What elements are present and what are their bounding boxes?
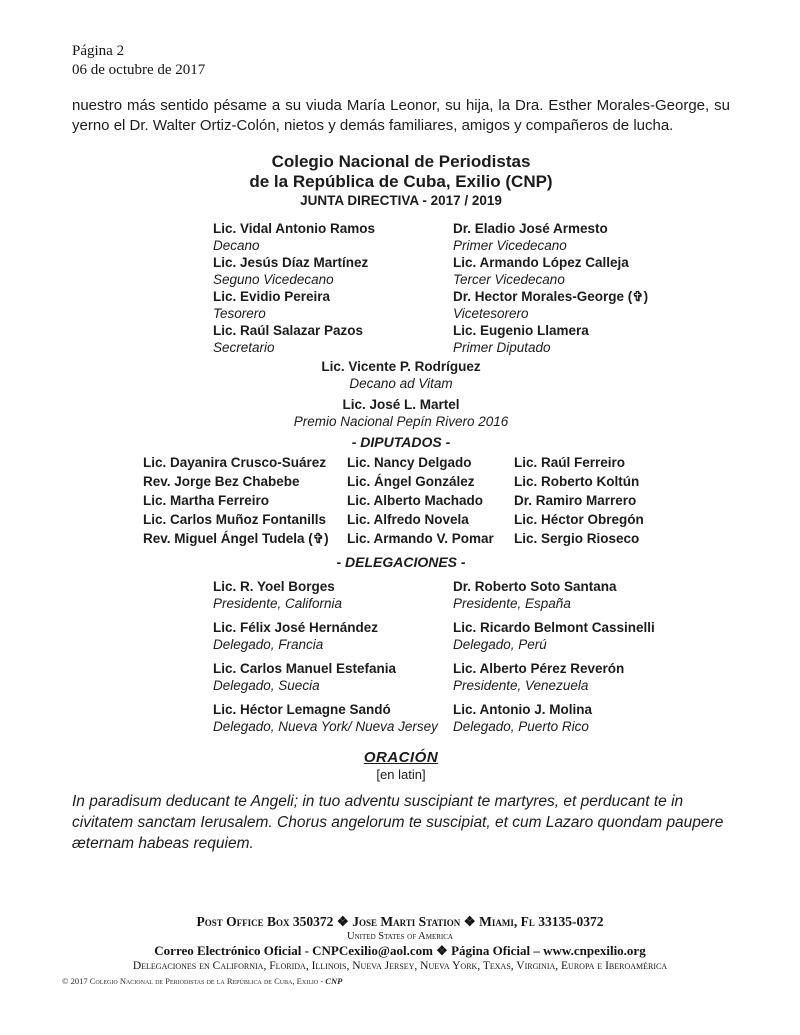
member-name: Dr. Eladio José Armesto [453, 221, 608, 236]
member-role: Delegado, Puerto Rico [453, 719, 589, 734]
member-name: Lic. Martha Ferreiro [143, 493, 270, 508]
page-header [72, 42, 730, 80]
member-name: Lic. Ricardo Belmont Cassinelli [453, 620, 655, 635]
org-title-block [72, 152, 730, 210]
member-name: Lic. Armando V. Pomar [347, 531, 494, 546]
page-footer [0, 914, 800, 974]
member-role: Primer Vicedecano [453, 238, 567, 253]
oracion-subheading: [en latin] [376, 767, 426, 782]
board-entry [213, 288, 453, 322]
copyright-text: © 2017 Colegio Nacional de Periodistas de la República de Cuba, Exilio - [62, 976, 326, 986]
member-name: Lic. Roberto Koltún [514, 474, 640, 489]
board-entry [453, 322, 730, 356]
diputados-list [143, 453, 730, 548]
member-name: Lic. Dayanira Crusco-Suárez [143, 455, 327, 470]
member-name: Lic. Eugenio Llamera [453, 323, 589, 338]
member-name: Lic. Jesús Díaz Martínez [213, 255, 369, 270]
junta-directiva-heading: JUNTA DIRECTIVA - 2017 / 2019 [300, 193, 502, 208]
delegation-entry [213, 660, 453, 694]
member-name: Lic. Evidio Pereira [213, 289, 331, 304]
member-role: Tesorero [213, 306, 266, 321]
diputados-row [143, 491, 730, 510]
diputados-row [143, 510, 730, 529]
member-name: Lic. Nancy Delgado [347, 455, 472, 470]
board-entry [453, 220, 730, 254]
member-name: Lic. José L. Martel [342, 397, 460, 412]
member-role: Decano ad Vitam [349, 376, 453, 391]
latin-prayer-text: In paradisum deducant te Angeli; in tuo adventu suscipiant te martyres, et perducant te in civitatem sanctam Ierusalem. Chorus angelorum te suscipiat, et cum Lazaro quondam paupere æternam habeas requiem. [72, 793, 724, 852]
member-role: Tercer Vicedecano [453, 272, 565, 287]
board-entry [213, 322, 453, 356]
board-entry [213, 254, 453, 288]
member-role: Decano [213, 238, 260, 253]
oracion-heading: ORACIÓN [363, 749, 439, 766]
delegation-entry [453, 578, 730, 612]
diputados-row [143, 453, 730, 472]
board-entry [453, 254, 730, 288]
member-role: Delegado, Nueva York/ Nueva Jersey [213, 719, 438, 734]
member-name: Lic. Vidal Antonio Ramos [213, 221, 376, 236]
member-role: Presidente, California [213, 596, 343, 611]
member-name: Rev. Jorge Bez Chabebe [143, 474, 300, 489]
copyright-brand: CNP [325, 976, 343, 986]
delegaciones-list [72, 578, 730, 735]
member-role: Primer Diputado [453, 340, 551, 355]
delegation-entry [213, 619, 453, 653]
delegaciones-row [213, 578, 730, 612]
delegation-entry [453, 660, 730, 694]
member-role: Premio Nacional Pepín Rivero 2016 [293, 414, 509, 429]
board-column-left [213, 220, 453, 356]
page-number: Página 2 [72, 43, 125, 59]
board-entry [453, 288, 730, 322]
member-name: Lic. Héctor Lemagne Sandó [213, 702, 391, 717]
board-entry [213, 220, 453, 254]
honorary-entry [72, 396, 730, 430]
member-name: Lic. Félix José Hernández [213, 620, 379, 635]
member-name: Lic. Sergio Rioseco [514, 531, 640, 546]
member-role: Delegado, Francia [213, 637, 324, 652]
member-name: Lic. Antonio J. Molina [453, 702, 592, 717]
member-role: Seguno Vicedecano [213, 272, 334, 287]
diputados-heading: - DIPUTADOS - [351, 434, 451, 450]
footer-contact: Correo Electrónico Oficial - CNPCexilio@aol.com ❖ Página Oficial – www.cnpexilio.org [154, 943, 646, 958]
footer-delegations: Delegaciones en California, Florida, Illinois, Nueva Jersey, Nueva York, Texas, Virginia, Europa e Iberoamérica [132, 960, 668, 972]
member-name: Dr. Hector Morales-George (✞) [453, 289, 649, 304]
delegation-entry [213, 578, 453, 612]
board-list [213, 220, 730, 356]
delegation-entry [213, 701, 453, 735]
member-role: Presidente, Venezuela [453, 678, 589, 693]
member-role: Vicetesorero [453, 306, 529, 321]
org-title-line1: Colegio Nacional de Periodistas [271, 152, 531, 171]
member-name: Dr. Ramiro Marrero [514, 493, 637, 508]
member-role: Delegado, Perú [453, 637, 547, 652]
member-name: Lic. Ángel González [347, 474, 475, 489]
member-name: Lic. Alberto Pérez Reverón [453, 661, 625, 676]
delegaciones-heading: - DELEGACIONES - [336, 554, 466, 570]
footer-address: Post Office Box 350372 ❖ Jose Marti Station ❖ Miami, Fl 33135-0372 [196, 914, 604, 929]
intro-paragraph: nuestro más sentido pésame a su viuda María Leonor, su hija, la Dra. Esther Morales-George, su yerno el Dr. Walter Ortiz-Colón, nietos y demás familiares, amigos y compañeros de lucha. [72, 97, 730, 134]
delegaciones-row [213, 619, 730, 653]
member-name: Lic. Raúl Salazar Pazos [213, 323, 364, 338]
member-name: Rev. Miguel Ángel Tudela (✞) [143, 531, 329, 546]
member-name: Lic. Alberto Machado [347, 493, 484, 508]
board-column-right [453, 220, 730, 356]
oracion-section [72, 749, 730, 783]
member-role: Presidente, España [453, 596, 571, 611]
member-name: Lic. Carlos Muñoz Fontanills [143, 512, 327, 527]
footer-country: United States of America [347, 931, 453, 942]
member-name: Lic. Héctor Obregón [514, 512, 644, 527]
member-name: Lic. Armando López Calleja [453, 255, 629, 270]
delegation-entry [453, 701, 730, 735]
document-date: 06 de octubre de 2017 [72, 62, 206, 78]
member-role: Delegado, Suecia [213, 678, 320, 693]
member-name: Lic. Alfredo Novela [347, 512, 469, 527]
delegaciones-row [213, 660, 730, 694]
footer-copyright [62, 976, 342, 986]
org-title-line2: de la República de Cuba, Exilio (CNP) [249, 172, 553, 191]
diputados-row [143, 529, 730, 548]
member-name: Dr. Roberto Soto Santana [453, 579, 617, 594]
member-role: Secretario [213, 340, 275, 355]
member-name: Lic. R. Yoel Borges [213, 579, 335, 594]
member-name: Lic. Raúl Ferreiro [514, 455, 626, 470]
delegation-entry [453, 619, 730, 653]
member-name: Lic. Carlos Manuel Estefania [213, 661, 397, 676]
honorary-entry [72, 358, 730, 392]
delegaciones-row [213, 701, 730, 735]
member-name: Lic. Vicente P. Rodríguez [321, 359, 481, 374]
honorary-list [72, 358, 730, 430]
diputados-row [143, 472, 730, 491]
